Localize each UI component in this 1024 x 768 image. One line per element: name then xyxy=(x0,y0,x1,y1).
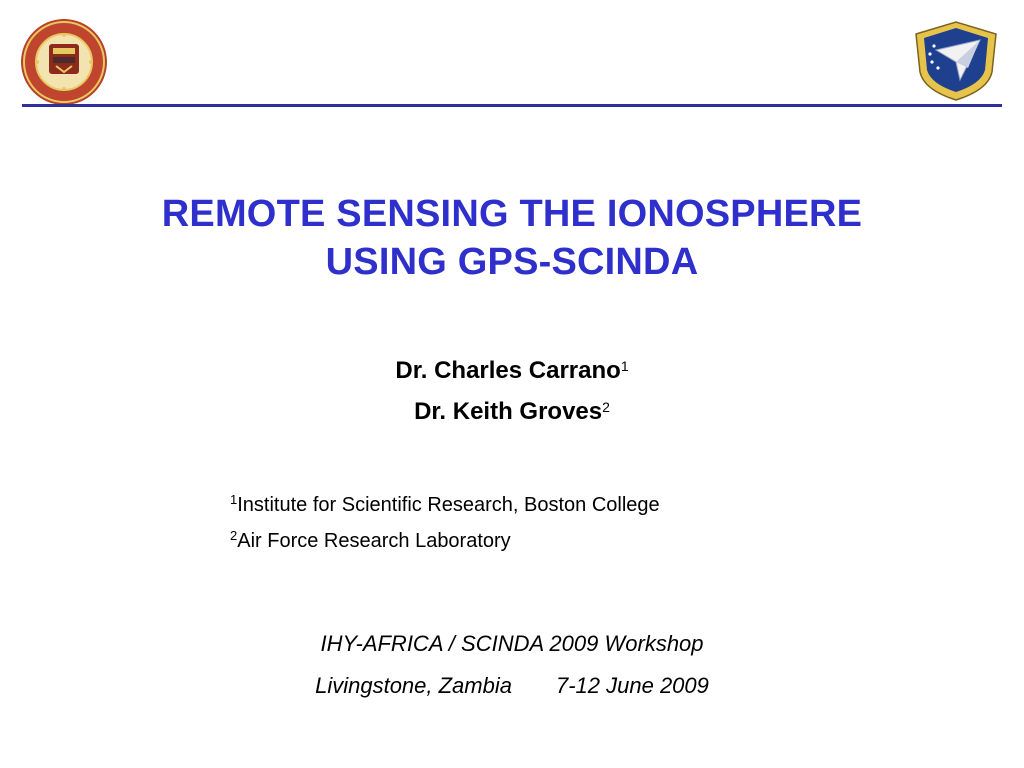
workshop-info xyxy=(0,623,1024,707)
author-1-affil-marker: 1 xyxy=(620,358,629,374)
boston-college-seal-icon xyxy=(20,18,108,106)
affiliation-1-marker: 1 xyxy=(230,492,238,507)
affiliation-1-text: Institute for Scientific Research, Boston College xyxy=(237,494,660,516)
affiliation-list xyxy=(230,487,660,559)
author-1-name: Dr. Charles Carrano xyxy=(395,357,621,384)
affiliation-2 xyxy=(230,523,660,559)
author-2 xyxy=(0,391,1024,432)
affiliation-2-text: Air Force Research Laboratory xyxy=(237,530,511,552)
author-2-name: Dr. Keith Groves xyxy=(414,398,603,425)
workshop-location-dates xyxy=(0,665,1024,707)
affiliation-2-marker: 2 xyxy=(230,528,238,543)
author-1 xyxy=(0,350,1024,391)
afrl-shield-icon xyxy=(910,20,1002,102)
affiliation-1 xyxy=(230,487,660,523)
author-2-affil-marker: 2 xyxy=(602,399,610,415)
workshop-dates: 7-12 June 2009 xyxy=(555,673,709,698)
workshop-event: IHY-AFRICA / SCINDA 2009 Workshop xyxy=(320,631,704,656)
author-list xyxy=(0,350,1024,432)
slide-title xyxy=(0,190,1024,286)
title-line-2: USING GPS-SCINDA xyxy=(325,241,699,283)
title-line-1: REMOTE SENSING THE IONOSPHERE xyxy=(161,193,863,235)
workshop-location: Livingstone, Zambia xyxy=(315,673,512,698)
header-divider xyxy=(22,104,1002,107)
